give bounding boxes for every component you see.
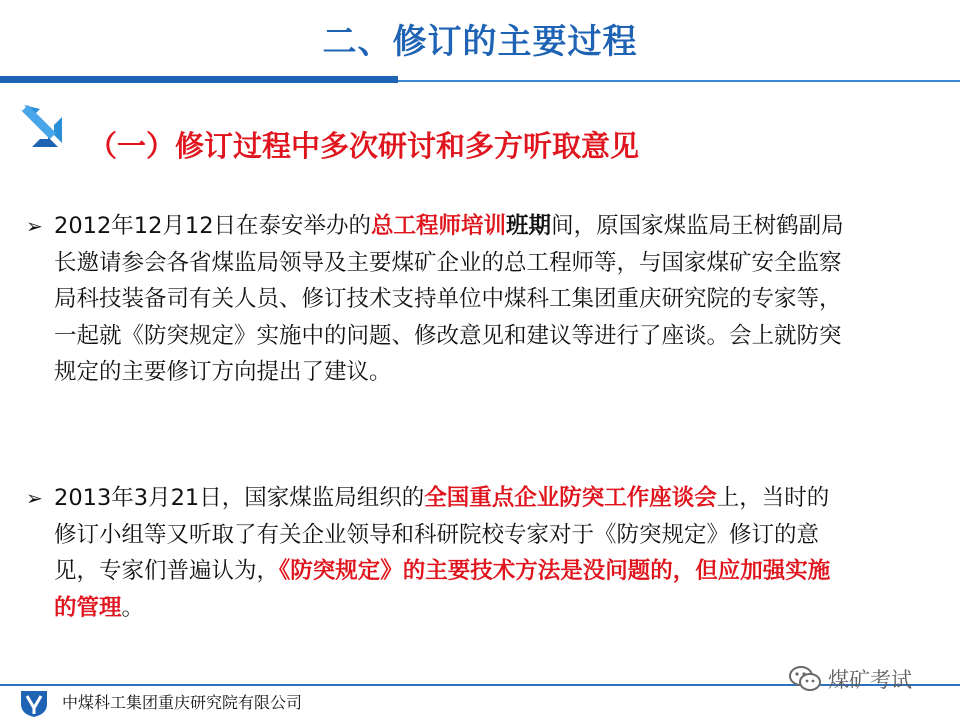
slide-title: 二、修订的主要过程	[322, 22, 638, 62]
bullet-2-highlight: 全国重点企业防突工作座谈会	[424, 485, 717, 511]
bullet-item-2	[26, 480, 846, 626]
bullet-text-1	[54, 208, 846, 391]
arrow-bullet-icon: ➢	[26, 486, 43, 510]
bullet-1-bold: 班期	[506, 213, 552, 239]
down-right-arrow-icon	[18, 103, 64, 149]
bullet-2-conclusion: 《防突规定》的主要技术方法是没问题的，但应加强实施的管理	[54, 558, 831, 621]
watermark-text: 煤矿考试	[828, 668, 912, 692]
wechat-watermark	[788, 664, 912, 694]
company-logo-icon	[18, 688, 50, 718]
bullet-1-part-1: 2012年12月12日在泰安举办的	[54, 213, 372, 239]
footer-organization: 中煤科工集团重庆研究院有限公司	[62, 693, 303, 712]
bullet-item-1	[26, 208, 846, 391]
bullet-text-2	[54, 480, 846, 626]
section-subheading: （一）修订过程中多次研讨和多方听取意见	[88, 129, 640, 163]
bullet-2-part-1: 2013年3月21日，国家煤监局组织的	[54, 485, 425, 511]
bullet-1-part-4: 间，原国家煤监局王树鹤副局长邀请参会各省煤监局领导及主要煤矿企业的总工程师等，与国家煤矿安全监察局科技装备司有关人员、修订技术支持单位中煤科工集团重庆研究院的专家等，一起就《防突规定》实施中的问题、修改意见和建议等进行了座谈。会上就防突规定的主要修订方向提出了建议。	[54, 213, 844, 385]
arrow-bullet-icon: ➢	[26, 214, 43, 238]
wechat-icon	[788, 664, 822, 694]
title-divider-thick	[0, 76, 398, 83]
bullet-2-period: 。	[121, 594, 145, 621]
bullet-2-part-3: 上，当时的修订小组等又听取了有关企业领导和科研院校专家对于《防突规定》修订的意见，专家们普遍认为，	[54, 485, 830, 584]
bullet-1-highlight: 总工程师培训	[371, 213, 507, 239]
